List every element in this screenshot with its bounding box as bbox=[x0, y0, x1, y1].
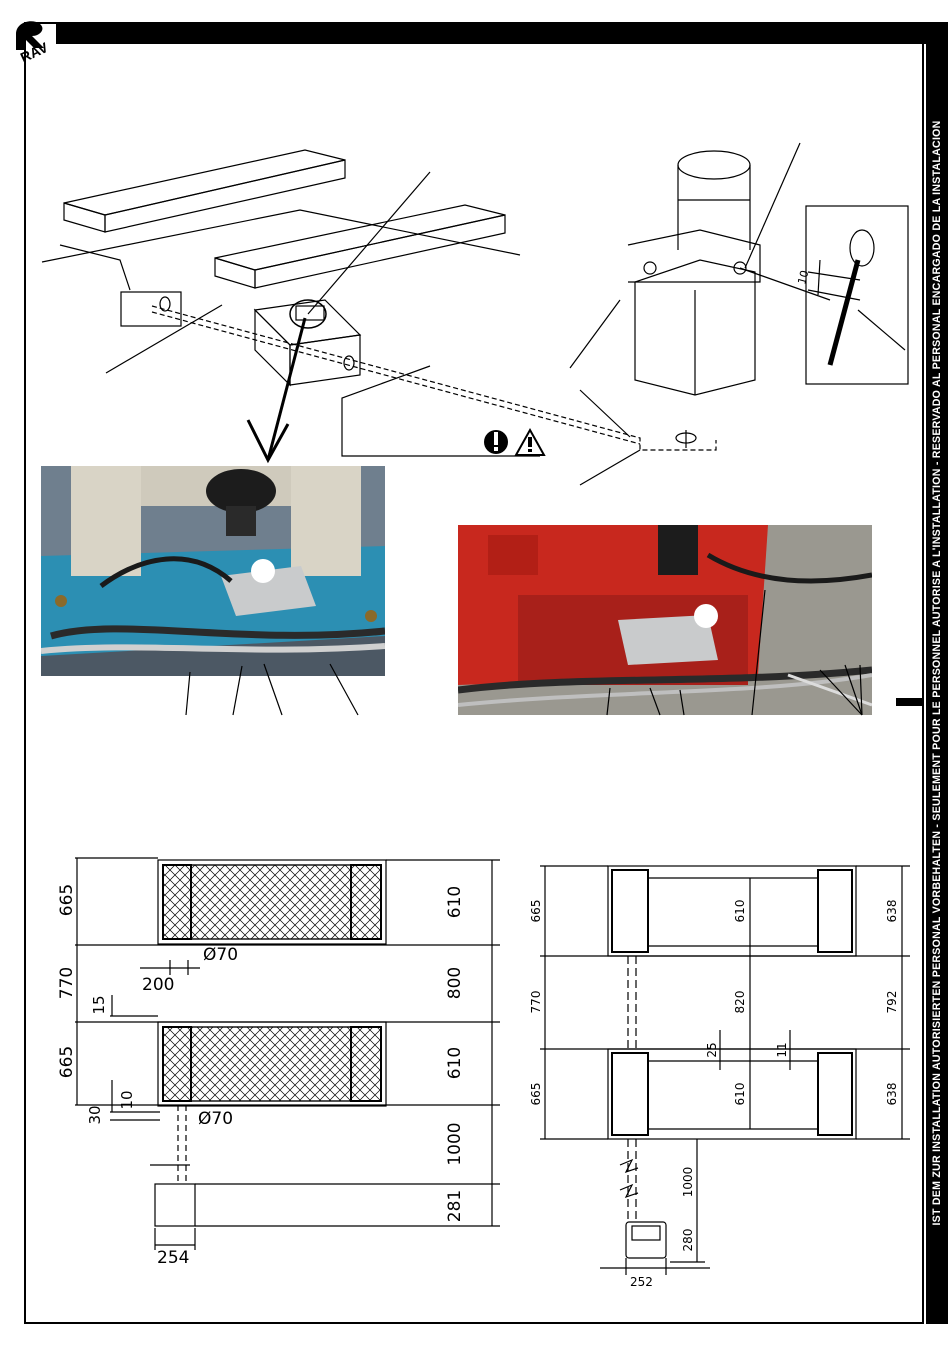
left-diam-bottom: Ø70 bbox=[198, 1109, 234, 1129]
left-spacing: 200 bbox=[142, 975, 175, 995]
right-dim-right-3: 638 bbox=[885, 1082, 899, 1106]
right-dim-left-2: 770 bbox=[529, 990, 543, 1014]
left-dim-row-6: 30 bbox=[86, 1105, 104, 1125]
left-diam-top: Ø70 bbox=[203, 945, 239, 965]
left-dim-row-4: 665 bbox=[57, 1045, 77, 1079]
left-dim-row-1: 665 bbox=[57, 883, 77, 917]
left-dim-row-5: 10 bbox=[118, 1090, 136, 1110]
right-dim-left-1: 665 bbox=[529, 899, 543, 923]
right-dim-run: 1000 bbox=[681, 1166, 695, 1198]
right-dim-left-3: 665 bbox=[529, 1082, 543, 1106]
warning-icon bbox=[484, 430, 544, 455]
right-dim-center-top: 610 bbox=[733, 899, 747, 923]
right-dim-small-b: 11 bbox=[775, 1042, 789, 1058]
right-dim-box-h: 280 bbox=[681, 1228, 695, 1252]
left-dim-right-4: 1000 bbox=[445, 1122, 465, 1166]
detail-ten-label: 10 bbox=[795, 268, 812, 286]
left-width: 254 bbox=[157, 1248, 190, 1268]
banner-text: IST DEM ZUR INSTALLATION AUTORISIERTEN PERSONAL VORBEHALTEN - SEULEMENT POUR LE PERSONNEL AUTORISE A L'INSTALLATION - RESERVADO AL PERSONAL ENCARGADO DE LA INSTALACION bbox=[931, 120, 943, 1226]
left-dim-right-1: 610 bbox=[445, 885, 465, 919]
left-dim-right-5: 281 bbox=[445, 1189, 465, 1223]
left-dim-right-3: 610 bbox=[445, 1046, 465, 1080]
right-dim-center-bottom: 610 bbox=[733, 1082, 747, 1106]
left-dim-right-2: 800 bbox=[445, 966, 465, 1000]
right-dim-small-a: 25 bbox=[705, 1042, 719, 1058]
left-dim-row-3: 15 bbox=[90, 995, 108, 1015]
right-dim-right-2: 792 bbox=[885, 990, 899, 1014]
svg-text:RAV: RAV bbox=[17, 38, 51, 64]
left-dim-row-2: 770 bbox=[57, 966, 77, 1000]
right-dim-right-1: 638 bbox=[885, 899, 899, 923]
right-dim-box-w: 252 bbox=[630, 1275, 653, 1289]
right-dim-center-mid: 820 bbox=[733, 990, 747, 1014]
